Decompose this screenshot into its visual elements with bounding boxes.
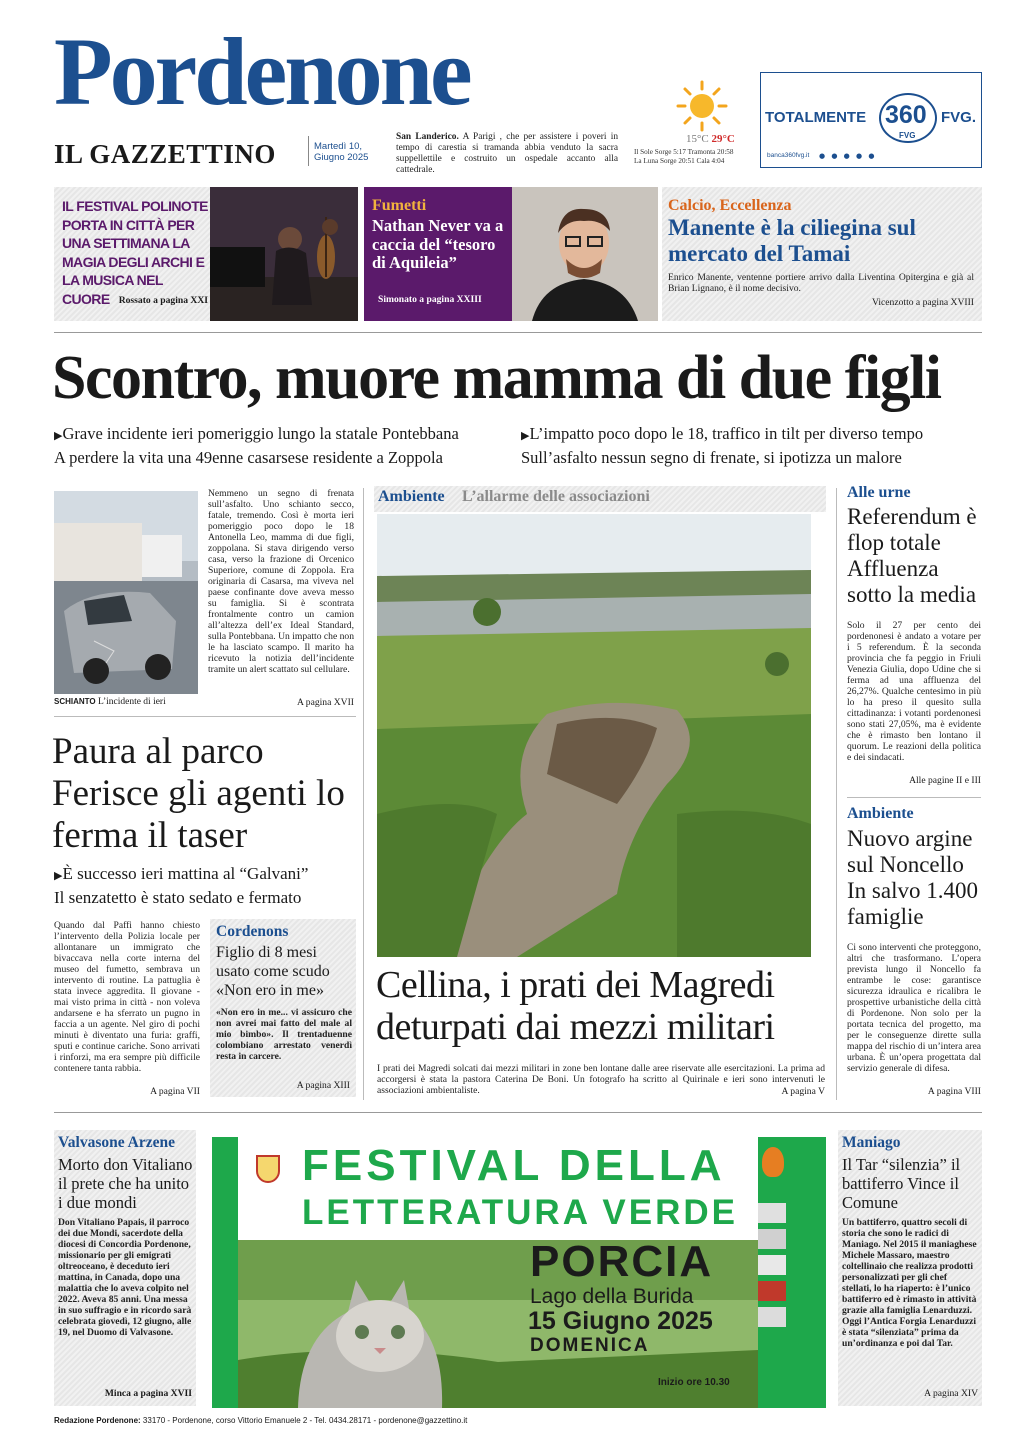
ad-360-left: TOTALMENTE: [765, 109, 867, 126]
lead-headline[interactable]: Scontro, muore mamma di due figli: [52, 344, 941, 412]
moon-times: La Luna Sorge 20:51 Cala 4:04: [634, 157, 725, 165]
date-month: Giugno 2025: [314, 152, 369, 163]
argine-kicker: Ambiente: [847, 805, 914, 822]
caption-label: SCHIANTO: [54, 697, 96, 706]
ambiente-kicker-bar: [374, 486, 826, 512]
cordenons-title: Figlio di 8 mesi usato come scudo «Non ero in me»: [216, 944, 330, 999]
cordenons-ref: A pagina XIII: [296, 1080, 350, 1091]
fumetti-ref: Simonato a pagina XXIII: [378, 294, 482, 305]
maniago-title: Il Tar “silenzia” il battiferro Vince il Comune: [842, 1155, 961, 1212]
calcio-kicker: Calcio, Eccellenza: [668, 197, 792, 214]
parco-sub1: È successo ieri mattina al “Galvani”: [62, 864, 309, 883]
ad-festival-letteratura[interactable]: [212, 1137, 826, 1408]
masthead-title: Pordenone: [54, 18, 470, 125]
lead-sub1b: A perdere la vita una 49enne casarsese residente a Zoppola: [54, 448, 443, 467]
footer: [54, 1416, 467, 1425]
temp-max: 29°C: [711, 133, 735, 145]
fumetti-photo: [512, 187, 658, 321]
fumetti-kicker: Fumetti: [372, 197, 427, 214]
ad-banca-360[interactable]: [760, 72, 982, 168]
argine-ref: A pagina VIII: [927, 1086, 981, 1097]
festival-teaser-ref: Rossato a pagina XXI: [118, 295, 208, 306]
maniago-kicker: Maniago: [842, 1134, 901, 1151]
ambiente-body: I prati dei Magredi solcati dai mezzi militari in zone ben lontane dalle aree riservate alle esercitazioni. La prima ad accorgersi è stata la pastora Caterina De Boni. Un fotografo ha scritto al Quirinale e ieri sono intervenuti le associazioni ambientaliste.: [377, 1063, 825, 1096]
caption-text: L’incidente di ieri: [98, 697, 166, 707]
ad-360-sub: FVG: [899, 131, 916, 140]
temp-min: 15°C: [686, 133, 709, 145]
valvasone-kicker: Valvasone Arzene: [58, 1134, 175, 1151]
footer-text: 33170 - Pordenone, corso Vittorio Emanuele 2 - Tel. 0434.28171 - pordenone@gazzettino.it: [142, 1416, 468, 1425]
gazzettino-logo: IL GAZZETTINO: [54, 139, 276, 169]
fumetti-title: Nathan Never va a caccia del “tesoro di Aquileia”: [372, 216, 504, 272]
lead-ref: A pagina XVII: [296, 697, 354, 708]
urne-title[interactable]: Referendum è flop totale Affluenza sotto la media: [847, 504, 977, 607]
ad-360-right: FVG.: [941, 109, 977, 126]
box-valvasone[interactable]: [54, 1130, 196, 1406]
ad-balloon-icon: [762, 1147, 784, 1177]
lead-sub2b: Sull’asfalto nessun segno di frenate, si ipotizza un malore: [521, 448, 902, 467]
urne-body: Solo il 27 per cento dei pordenonesi è andato a votare per i 5 referendum. È la seconda provincia che fa peggio in Friuli Venezia Giulia, dopo Udine che si ferma ad una affluenza del 26,27%. Qualche centesimo in più lo ha preso il quesito sulla cittadinanza: i votanti pordenonesi sono stati 27,05%, ma è evidente che è rimasto ben lontano il quorum. Le reazioni della politica e dei sindacati.: [847, 620, 981, 763]
calcio-title: Manente è la ciliegina sul mercato del Tamai: [668, 215, 916, 266]
ad-360-site: banca360fvg.it: [767, 152, 810, 159]
lead-subhead-1: ▶Grave incidente ieri pomeriggio lungo la statale Pontebbana A perdere la vita una 49enne casarsese residente a Zoppola: [54, 423, 524, 469]
lead-sub2a: L’impatto poco dopo le 18, traffico in tilt per diverso tempo: [529, 424, 924, 443]
teaser-fumetti[interactable]: [364, 187, 658, 321]
footer-label: Redazione Pordenone:: [54, 1416, 141, 1425]
ad-date: 15 Giugno 2025: [528, 1307, 713, 1335]
magredi-photo: [377, 514, 811, 957]
sun-icon: [674, 78, 730, 134]
maniago-ref: A pagina XIV: [924, 1388, 978, 1399]
urne-ref: Alle pagine II e III: [909, 775, 981, 786]
ambiente-kicker: Ambiente: [378, 488, 445, 505]
date-day: Martedì 10,: [314, 141, 363, 152]
valvasone-ref: Minca a pagina XVII: [104, 1388, 192, 1399]
teaser-festival[interactable]: [54, 187, 358, 321]
temperatures: [686, 133, 735, 145]
lead-subhead-2: ▶L’impatto poco dopo le 18, traffico in tilt per diverso tempo Sull’asfalto nessun segno di frenate, si ipotizza un malore: [521, 423, 991, 469]
festival-photo: [210, 187, 358, 321]
parco-body: Quando dal Paffi hanno chiesto l’intervento della Polizia locale per allontanare un immigrato che bivaccava nella corte interna del museo del fumetto, sembrava un intervento di routine. La pattuglia è stata invece aggredita. Il giovane - mai visto prima in città - non voleva andarsene e ha sferrato un pugno in faccia a un agente. Nel giro di pochi minuti è diventato una furia: graffi, sputi e continue cariche. Sono arrivati i rinforzi, ma era sempre più difficile contenere tanta rabbia.: [54, 920, 200, 1074]
parco-ref: A pagina VII: [150, 1086, 200, 1097]
maniago-body: Un battiferro, quattro secoli di storia che sono le radici di Maniago. Nel 2015 il maniaghese Michele Massaro, maestro coltellinaio che realizza prodotti personalizzati per gli chef stellati, lo ha riaperto: è l’unico battiferro ed è rimasto in attività grazie alla famiglia Lenarduzzi. Oggi l’Antica Forgia Lenarduzzi è stata “silenziata” prima da un’ordinanza e poi dal Tar.: [842, 1217, 977, 1349]
box-cordenons[interactable]: [210, 919, 356, 1097]
ad-line1: FESTIVAL DELLA: [302, 1141, 726, 1190]
box-maniago[interactable]: [838, 1130, 982, 1406]
ad-sponsor-logos: [758, 1197, 790, 1397]
lead-sub1a: Grave incidente ieri pomeriggio lungo la statale Pontebbana: [62, 424, 459, 443]
ad-crest-icon: [256, 1155, 280, 1183]
saint-of-day: [396, 132, 618, 176]
teaser-calcio[interactable]: [662, 187, 982, 321]
urne-kicker: Alle urne: [847, 484, 911, 501]
sun-moon-times: [634, 148, 734, 166]
ambiente-headline[interactable]: Cellina, i prati dei Magredi deturpati dai mezzi militari: [376, 964, 775, 1048]
saint-name: San Landerico.: [396, 132, 459, 142]
parco-sub2: Il senzatetto è stato sedato e fermato: [54, 888, 302, 907]
date-line: [314, 141, 368, 163]
ad-place: Lago della Burida: [530, 1285, 694, 1308]
lead-body: Nemmeno un segno di frenata sull’asfalto. Uno schianto secco, fatale, tremendo. Così è morta ieri pomeriggio poco dopo le 18 Antonella Leo, mamma di due figli, zoppolana. Si stava dirigendo verso casa, verso la frazione di Orcenico Superiore, comune di Zoppola. Era originaria di Casarsa, ma viveva nel paese confinante dove aveva messo su famiglia. Si è scontrata frontalmente contro un camion all’altezza dell’ex Ideal Standard, sulla Pontebbana. Un impatto che non le ha lasciato scampo. Il marito ha ricevuto la notizia dell’incidente tramite un alert scattato sul cellulare.: [208, 488, 355, 675]
valvasone-title: Morto don Vitaliano il prete che ha unito i due mondi: [58, 1155, 193, 1212]
festival-teaser-text: IL FESTIVAL POLINOTE PORTA IN CITTÀ PER UNA SETTIMANA LA MAGIA DEGLI ARCHI E LA MUSICA NEL CUORE: [62, 198, 208, 307]
ad-line2: LETTERATURA VERDE: [302, 1193, 738, 1232]
ad-360-number: 360: [885, 101, 927, 129]
argine-body: Ci sono interventi che proteggono, altri che trasformano. L’opera prevista lungo il Noncello fa entrambe le cose: garantisce sicurezza idraulica e ricalibra le prospettive urbanistiche della città di Pordenone. Non solo per la portata tecnica del progetto, ma per le conseguenze dirette sulla mappa del rischio di un’intera area urbana. È un’opera progettata dal servizio generale di difesa.: [847, 942, 981, 1074]
parco-subhead: ▶È successo ieri mattina al “Galvani” Il senzatetto è stato sedato e fermato: [54, 863, 364, 909]
calcio-text: Enrico Manente, ventenne portiere arrivo dalla Liventina Opitergina e già al Brian Lignano, è il nome decisivo.: [668, 272, 974, 294]
lead-photo: [54, 491, 198, 694]
sun-times: Il Sole Sorge 5:17 Tramonta 20:58: [634, 148, 734, 156]
ad-city: PORCIA: [530, 1237, 714, 1286]
ambiente-ref: A pagina V: [781, 1086, 825, 1097]
valvasone-body: Don Vitaliano Papais, il parroco dei due Mondi, sacerdote della diocesi di Concordia Pordenone, missionario per gli emigrati oltreoceano, è deceduto ieri mattina, in Canada, dopo una malattia che lo aveva colpito nel 2022. Aveva 85 anni. Una messa in suo suffragio e in ricordo sarà celebrata giovedì, 12 giugno, alle 19, nel Duomo di Valvasone.: [58, 1217, 192, 1338]
cordenons-body: «Non ero in me... vi assicuro che non avrei mai fatto del male al mio bimbo». Il trentaduenne colombiano arrestato venerdì resta in carcere.: [216, 1007, 352, 1062]
cordenons-kicker: Cordenons: [216, 923, 289, 940]
ad-start: Inizio ore 10.30: [658, 1377, 730, 1388]
parco-headline[interactable]: Paura al parco Ferisce gli agenti lo ferma il taser: [52, 731, 345, 856]
calcio-ref: Vicenzotto a pagina XVIII: [872, 297, 974, 308]
lead-photo-caption: [54, 697, 166, 707]
social-icons: ● ● ● ● ●: [819, 152, 877, 160]
argine-title[interactable]: Nuovo argine sul Noncello In salvo 1.400 famiglie: [847, 826, 978, 929]
ad-day: DOMENICA: [530, 1335, 650, 1356]
saint-text: A Parigi , che per assistere i poveri in tempo di carestia si tramanda abbia venduto la sacra suppellettile e costruito un ospedale accanto alla cattedrale.: [396, 132, 619, 175]
ambiente-kicker2: L’allarme delle associazioni: [462, 488, 650, 505]
